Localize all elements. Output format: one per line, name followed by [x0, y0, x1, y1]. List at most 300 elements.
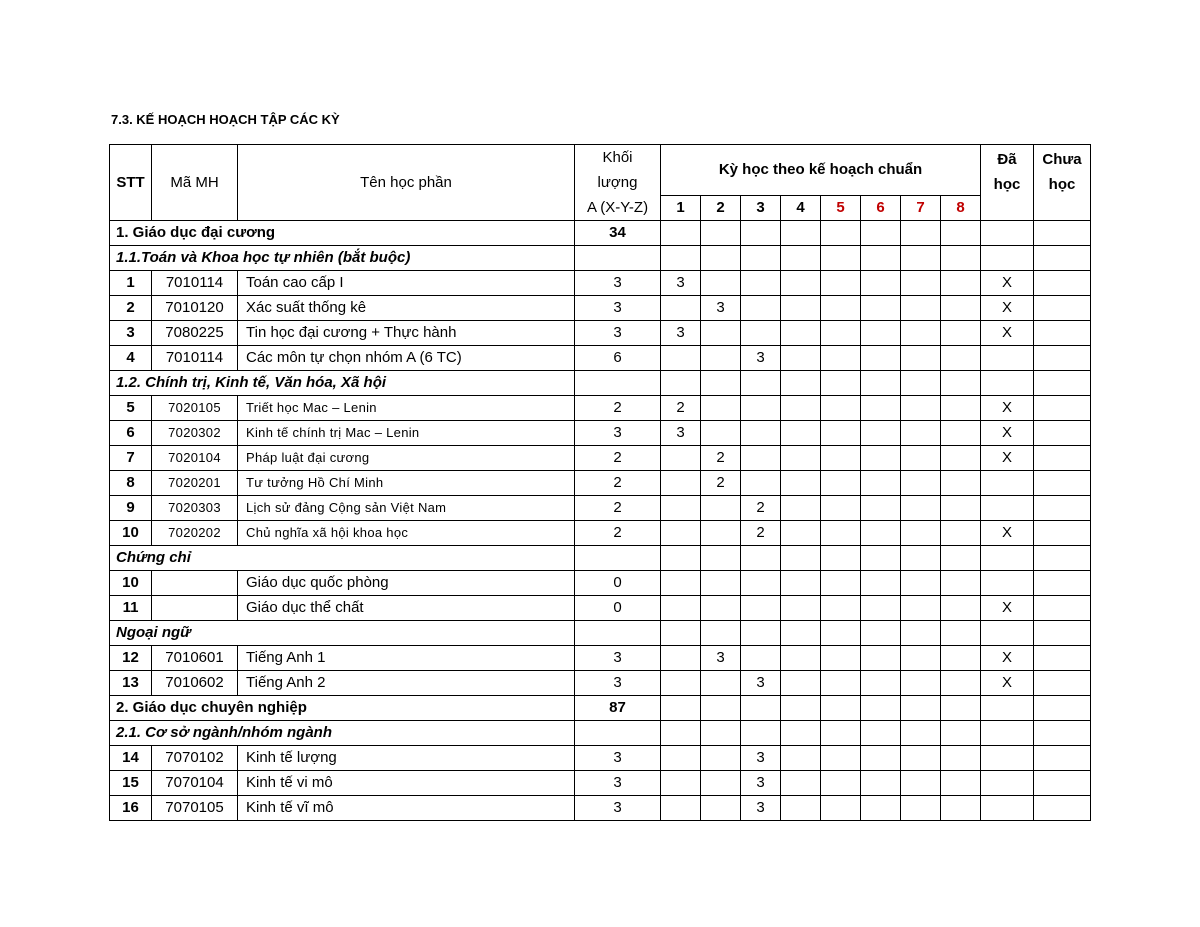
semester-cell	[901, 546, 941, 571]
course-stt: 2	[110, 296, 152, 321]
semester-cell	[661, 671, 701, 696]
notdone-cell	[1034, 571, 1091, 596]
semester-cell	[781, 521, 821, 546]
semester-cell	[821, 271, 861, 296]
semester-cell	[661, 771, 701, 796]
header-semester-2: 2	[701, 195, 741, 220]
course-stt: 16	[110, 796, 152, 821]
course-name: Kinh tế vĩ mô	[238, 796, 575, 821]
course-name: Xác suất thống kê	[238, 296, 575, 321]
course-name: Các môn tự chọn nhóm A (6 TC)	[238, 346, 575, 371]
course-code: 7070102	[152, 746, 238, 771]
course-stt: 4	[110, 346, 152, 371]
course-code: 7020105	[152, 396, 238, 421]
semester-cell	[901, 771, 941, 796]
section-row	[110, 721, 1091, 746]
course-credits: 6	[575, 346, 661, 371]
course-stt: 6	[110, 421, 152, 446]
table-row	[110, 746, 1091, 771]
semester-cell	[781, 746, 821, 771]
done-cell	[981, 471, 1034, 496]
semester-cell: 2	[741, 496, 781, 521]
semester-cell	[941, 271, 981, 296]
semester-cell	[701, 221, 741, 246]
course-credits: 2	[575, 396, 661, 421]
course-code: 7020202	[152, 521, 238, 546]
course-credits: 3	[575, 796, 661, 821]
course-name: Kinh tế lượng	[238, 746, 575, 771]
header-name: Tên học phần	[238, 145, 575, 221]
semester-cell: 2	[661, 396, 701, 421]
done-cell: X	[981, 671, 1034, 696]
semester-cell	[861, 221, 901, 246]
table-row	[110, 421, 1091, 446]
semester-cell	[821, 446, 861, 471]
semester-cell	[701, 571, 741, 596]
header-done-line2: học	[993, 176, 1021, 193]
course-code: 7010114	[152, 271, 238, 296]
semester-cell	[861, 246, 901, 271]
semester-cell	[821, 396, 861, 421]
semester-cell	[821, 296, 861, 321]
semester-cell	[901, 296, 941, 321]
section-total: 87	[575, 696, 661, 721]
semester-cell	[861, 696, 901, 721]
semester-cell	[741, 371, 781, 396]
semester-cell	[781, 546, 821, 571]
section-total	[575, 371, 661, 396]
notdone-cell	[1034, 371, 1091, 396]
notdone-cell	[1034, 246, 1091, 271]
course-stt: 1	[110, 271, 152, 296]
semester-cell	[941, 721, 981, 746]
section-total	[575, 621, 661, 646]
done-cell	[981, 571, 1034, 596]
notdone-cell	[1034, 596, 1091, 621]
semester-cell	[781, 396, 821, 421]
section-row	[110, 696, 1091, 721]
semester-cell	[741, 696, 781, 721]
course-name: Toán cao cấp I	[238, 271, 575, 296]
header-done	[981, 145, 1034, 221]
notdone-cell	[1034, 646, 1091, 671]
semester-cell	[741, 246, 781, 271]
semester-cell: 2	[741, 521, 781, 546]
section-row	[110, 221, 1091, 246]
done-cell	[981, 696, 1034, 721]
semester-cell: 2	[701, 471, 741, 496]
semester-cell: 3	[741, 346, 781, 371]
notdone-cell	[1034, 271, 1091, 296]
semester-cell	[821, 596, 861, 621]
header-code: Mã MH	[152, 145, 238, 221]
header-semester-1: 1	[661, 195, 701, 220]
section-total	[575, 546, 661, 571]
course-credits: 3	[575, 646, 661, 671]
semester-cell	[901, 321, 941, 346]
header-semester-3: 3	[741, 195, 781, 220]
semester-cell	[901, 421, 941, 446]
semester-cell	[741, 546, 781, 571]
header-notdone	[1034, 145, 1091, 221]
course-credits: 3	[575, 296, 661, 321]
semester-cell	[901, 371, 941, 396]
course-stt: 10	[110, 571, 152, 596]
semester-cell	[741, 596, 781, 621]
course-credits: 3	[575, 271, 661, 296]
course-code: 7010120	[152, 296, 238, 321]
header-semester-7: 7	[901, 195, 941, 220]
done-cell	[981, 221, 1034, 246]
section-title: 1.1.Toán và Khoa học tự nhiên (bắt buộc)	[110, 246, 575, 271]
semester-cell	[861, 471, 901, 496]
semester-cell	[861, 346, 901, 371]
header-semester-8: 8	[941, 195, 981, 220]
semester-cell	[861, 596, 901, 621]
course-stt: 14	[110, 746, 152, 771]
notdone-cell	[1034, 746, 1091, 771]
semester-cell	[781, 346, 821, 371]
course-code: 7070105	[152, 796, 238, 821]
semester-cell	[701, 596, 741, 621]
semester-cell	[701, 371, 741, 396]
semester-cell	[821, 746, 861, 771]
semester-cell	[941, 371, 981, 396]
course-name: Tư tưởng Hồ Chí Minh	[238, 471, 575, 496]
semester-cell	[781, 421, 821, 446]
header-credits-line2: lượng	[597, 174, 638, 191]
course-stt: 13	[110, 671, 152, 696]
semester-cell	[861, 396, 901, 421]
course-credits: 3	[575, 671, 661, 696]
semester-cell	[661, 221, 701, 246]
course-stt: 12	[110, 646, 152, 671]
course-credits: 3	[575, 321, 661, 346]
semester-cell	[901, 396, 941, 421]
semester-cell	[941, 346, 981, 371]
semester-cell	[781, 321, 821, 346]
semester-cell	[701, 746, 741, 771]
notdone-cell	[1034, 671, 1091, 696]
semester-cell	[741, 621, 781, 646]
semester-cell	[701, 421, 741, 446]
semester-cell	[741, 321, 781, 346]
semester-cell	[741, 396, 781, 421]
done-cell: X	[981, 646, 1034, 671]
semester-cell	[821, 796, 861, 821]
semester-cell	[941, 421, 981, 446]
semester-cell	[781, 796, 821, 821]
semester-cell	[861, 671, 901, 696]
semester-cell: 3	[661, 421, 701, 446]
course-stt: 7	[110, 446, 152, 471]
course-name: Kinh tế chính trị Mac – Lenin	[238, 421, 575, 446]
semester-cell	[861, 771, 901, 796]
done-cell	[981, 796, 1034, 821]
done-cell: X	[981, 321, 1034, 346]
table-row	[110, 521, 1091, 546]
semester-cell	[901, 221, 941, 246]
semester-cell	[821, 621, 861, 646]
table-row	[110, 771, 1091, 796]
section-title: Ngoại ngữ	[110, 621, 575, 646]
semester-cell	[901, 446, 941, 471]
done-cell: X	[981, 421, 1034, 446]
semester-cell	[941, 296, 981, 321]
semester-cell: 3	[741, 771, 781, 796]
done-cell	[981, 621, 1034, 646]
semester-cell	[901, 571, 941, 596]
notdone-cell	[1034, 771, 1091, 796]
semester-cell	[661, 471, 701, 496]
done-cell	[981, 371, 1034, 396]
semester-cell	[901, 671, 941, 696]
semester-cell	[781, 671, 821, 696]
semester-cell	[781, 696, 821, 721]
semester-cell	[821, 646, 861, 671]
semester-cell: 3	[701, 296, 741, 321]
semester-cell	[861, 271, 901, 296]
table-row	[110, 396, 1091, 421]
done-cell	[981, 246, 1034, 271]
semester-cell	[741, 646, 781, 671]
course-name: Giáo dục thể chất	[238, 596, 575, 621]
semester-cell	[861, 621, 901, 646]
table-row	[110, 271, 1091, 296]
semester-cell	[661, 496, 701, 521]
semester-cell	[661, 546, 701, 571]
section-title: 2.1. Cơ sở ngành/nhóm ngành	[110, 721, 575, 746]
semester-cell	[741, 446, 781, 471]
semester-cell	[941, 246, 981, 271]
course-code: 7010601	[152, 646, 238, 671]
done-cell	[981, 546, 1034, 571]
notdone-cell	[1034, 346, 1091, 371]
course-code: 7070104	[152, 771, 238, 796]
semester-cell	[901, 471, 941, 496]
course-credits: 3	[575, 746, 661, 771]
section-row	[110, 546, 1091, 571]
semester-cell	[781, 596, 821, 621]
semester-cell	[941, 396, 981, 421]
notdone-cell	[1034, 546, 1091, 571]
table-row	[110, 471, 1091, 496]
course-credits: 3	[575, 771, 661, 796]
semester-cell	[741, 721, 781, 746]
course-code: 7010114	[152, 346, 238, 371]
course-name: Giáo dục quốc phòng	[238, 571, 575, 596]
done-cell: X	[981, 296, 1034, 321]
course-stt: 5	[110, 396, 152, 421]
semester-cell	[941, 796, 981, 821]
semester-cell	[741, 296, 781, 321]
semester-cell	[701, 671, 741, 696]
course-credits: 0	[575, 596, 661, 621]
done-cell: X	[981, 396, 1034, 421]
section-title: Chứng chỉ	[110, 546, 575, 571]
course-code	[152, 596, 238, 621]
semester-cell	[901, 721, 941, 746]
semester-cell	[861, 546, 901, 571]
header-credits-line1: Khối	[602, 149, 633, 166]
section-title: 1.2. Chính trị, Kinh tế, Văn hóa, Xã hội	[110, 371, 575, 396]
course-code: 7020302	[152, 421, 238, 446]
semester-cell	[941, 446, 981, 471]
page-title: 7.3. KẾ HOẠCH HOẠCH TẬP CÁC KỲ	[111, 112, 340, 127]
semester-cell	[861, 571, 901, 596]
course-stt: 11	[110, 596, 152, 621]
semester-cell	[861, 646, 901, 671]
semester-cell	[701, 796, 741, 821]
semester-cell	[741, 471, 781, 496]
semester-cell	[661, 571, 701, 596]
semester-cell	[781, 296, 821, 321]
semester-cell	[781, 371, 821, 396]
course-code: 7020201	[152, 471, 238, 496]
course-credits: 2	[575, 521, 661, 546]
course-code	[152, 571, 238, 596]
section-row	[110, 246, 1091, 271]
semester-cell	[701, 696, 741, 721]
semester-cell	[781, 246, 821, 271]
semester-cell	[701, 246, 741, 271]
header-semester-5: 5	[821, 195, 861, 220]
semester-cell	[701, 546, 741, 571]
header-semester-6: 6	[861, 195, 901, 220]
table-row	[110, 796, 1091, 821]
course-name: Lịch sử đảng Cộng sản Việt Nam	[238, 496, 575, 521]
semester-cell	[821, 421, 861, 446]
semester-cell	[821, 521, 861, 546]
semester-cell	[901, 521, 941, 546]
course-name: Triết học Mac – Lenin	[238, 396, 575, 421]
done-cell	[981, 496, 1034, 521]
semester-cell	[941, 646, 981, 671]
semester-cell	[701, 396, 741, 421]
semester-cell	[861, 746, 901, 771]
semester-cell	[821, 571, 861, 596]
semester-cell	[661, 371, 701, 396]
semester-cell	[781, 571, 821, 596]
semester-cell	[941, 671, 981, 696]
section-total	[575, 246, 661, 271]
semester-cell	[901, 596, 941, 621]
semester-cell: 3	[701, 646, 741, 671]
header-done-line1: Đã	[997, 151, 1017, 168]
course-name: Tin học đại cương + Thực hành	[238, 321, 575, 346]
semester-cell	[941, 496, 981, 521]
done-cell	[981, 346, 1034, 371]
course-stt: 3	[110, 321, 152, 346]
course-name: Tiếng Anh 2	[238, 671, 575, 696]
semester-cell	[941, 521, 981, 546]
semester-cell	[701, 321, 741, 346]
semester-cell	[781, 646, 821, 671]
course-stt: 10	[110, 521, 152, 546]
done-cell: X	[981, 446, 1034, 471]
semester-cell: 3	[661, 321, 701, 346]
semester-cell	[861, 371, 901, 396]
semester-cell	[901, 696, 941, 721]
semester-cell	[861, 721, 901, 746]
semester-cell	[941, 621, 981, 646]
semester-cell	[821, 771, 861, 796]
semester-cell	[941, 321, 981, 346]
semester-cell	[781, 221, 821, 246]
semester-cell	[901, 796, 941, 821]
semester-cell	[941, 696, 981, 721]
course-code: 7020104	[152, 446, 238, 471]
semester-cell	[941, 596, 981, 621]
semester-cell: 2	[701, 446, 741, 471]
semester-cell	[741, 271, 781, 296]
semester-cell	[941, 746, 981, 771]
semester-cell	[821, 371, 861, 396]
header-credits	[575, 145, 661, 221]
course-name: Tiếng Anh 1	[238, 646, 575, 671]
semester-cell	[781, 621, 821, 646]
semester-cell	[821, 321, 861, 346]
course-name: Pháp luật đại cương	[238, 446, 575, 471]
semester-cell	[701, 271, 741, 296]
section-total: 34	[575, 221, 661, 246]
table-row	[110, 296, 1091, 321]
semester-cell	[781, 771, 821, 796]
notdone-cell	[1034, 446, 1091, 471]
done-cell: X	[981, 271, 1034, 296]
course-name: Kinh tế vi mô	[238, 771, 575, 796]
semester-cell	[661, 746, 701, 771]
course-credits: 3	[575, 421, 661, 446]
semester-cell	[861, 496, 901, 521]
semester-cell	[661, 246, 701, 271]
header-notdone-line1: Chưa	[1042, 151, 1082, 168]
section-row	[110, 371, 1091, 396]
semester-cell	[861, 421, 901, 446]
notdone-cell	[1034, 221, 1091, 246]
semester-cell	[821, 496, 861, 521]
course-stt: 8	[110, 471, 152, 496]
semester-cell	[741, 421, 781, 446]
semester-cell	[821, 346, 861, 371]
course-name: Chủ nghĩa xã hội khoa học	[238, 521, 575, 546]
semester-cell	[901, 746, 941, 771]
notdone-cell	[1034, 721, 1091, 746]
semester-cell	[701, 496, 741, 521]
semester-cell	[901, 271, 941, 296]
notdone-cell	[1034, 296, 1091, 321]
course-code: 7020303	[152, 496, 238, 521]
table-row	[110, 446, 1091, 471]
section-title: 1. Giáo dục đại cương	[110, 221, 575, 246]
semester-cell	[941, 771, 981, 796]
semester-cell	[661, 446, 701, 471]
semester-cell	[661, 696, 701, 721]
done-cell	[981, 746, 1034, 771]
course-credits: 2	[575, 496, 661, 521]
semester-cell	[941, 221, 981, 246]
semester-cell	[821, 221, 861, 246]
notdone-cell	[1034, 521, 1091, 546]
notdone-cell	[1034, 396, 1091, 421]
semester-cell	[661, 721, 701, 746]
semester-cell	[661, 621, 701, 646]
semester-cell	[861, 446, 901, 471]
notdone-cell	[1034, 696, 1091, 721]
semester-cell	[901, 246, 941, 271]
semester-cell	[781, 271, 821, 296]
semester-cell	[901, 496, 941, 521]
